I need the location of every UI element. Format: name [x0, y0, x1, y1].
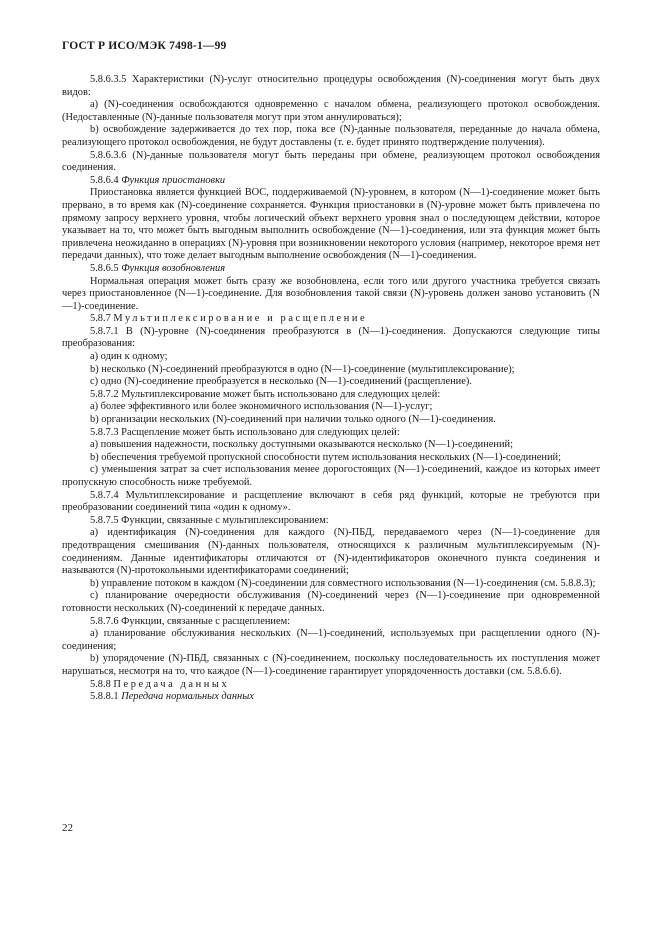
paragraph: c) одно (N)-соединение преобразуется в несколько (N—1)-соединений (расщепление). [90, 376, 472, 388]
section-heading [62, 691, 600, 704]
section-title: Мультиплексирование и расщепление [113, 313, 368, 325]
paragraph: 5.8.7.5 Функции, связанные с мультиплексированием: [90, 514, 329, 526]
section-title: Передача данных [113, 678, 230, 690]
paragraph: 5.8.6.3.6 (N)-данные пользователя могут быть переданы при обмене, реализующем протокол освобождения соединения. [62, 149, 600, 174]
document-body [62, 74, 600, 704]
section-number: 5.8.7 [90, 313, 111, 325]
paragraph: Приостановка является функцией ВОС, поддерживаемой (N)-уровнем, в котором (N—1)-соединение может быть прервано, в то время как (N)-соединение сохраняется. Функция приостановки в (N)-уровне может быть привлечена по прямому запросу верхнего уровня, чтобы логический объект верхнего уровня знал о последующем действии, которое указывает на то, что может быть выгодным выполнить освобождение (N—1)-соединения, или эта функция может быть привлечена неожиданно в операциях (N)-уровня при возникновении некоторого условия (например, некоторое время нет передачи данных), что тоже делает выгодным выполнение освобождения (N—1)-соединения. [62, 187, 600, 262]
section-title: Передача нормальных данных [121, 691, 254, 703]
paragraph: a) более эффективного или более экономичного использования (N—1)-услуг; [90, 401, 433, 413]
section-heading [62, 263, 600, 276]
section-heading [62, 679, 600, 692]
paragraph: 5.8.6.3.5 Характеристики (N)-услуг относительно процедуры освобождения (N)-соединения могут быть двух видов: [62, 74, 600, 98]
section-heading [62, 175, 600, 188]
section-title: Функция приостановки [121, 174, 226, 186]
section-number: 5.8.8 [90, 678, 111, 690]
paragraph: b) несколько (N)-соединений преобразуются в одно (N—1)-соединение (мультиплексирование); [90, 363, 515, 375]
section-number: 5.8.8.1 [90, 691, 119, 703]
paragraph: b) организации нескольких (N)-соединений при наличии только одного (N—1)-соединения. [90, 414, 496, 426]
paragraph: b) обеспечения требуемой пропускной способности путем использования нескольких (N—1)-соединений; [90, 451, 561, 463]
section-number: 5.8.6.5 [90, 262, 119, 274]
page-number: 22 [62, 822, 73, 834]
paragraph: b) управление потоком в каждом (N)-соединении для совместного использования (N—1)-соединения (см. 5.8.8.3); [90, 577, 596, 589]
paragraph: 5.8.7.6 Функции, связанные с расщеплением: [90, 615, 291, 627]
paragraph: 5.8.7.3 Расщепление может быть использовано для следующих целей: [90, 426, 400, 438]
paragraph: a) повышения надежности, поскольку доступными оказываются несколько (N—1)-соединений; [90, 439, 513, 451]
document-header: ГОСТ Р ИСО/МЭК 7498-1—99 [62, 40, 227, 52]
paragraph: a) один к одному; [90, 351, 168, 363]
paragraph: c) планирование очередности обслуживания (N)-соединений через (N—1)-соединение при одновременной готовности нескольких (N)-соединений к передаче данных. [62, 590, 600, 614]
paragraph: Нормальная операция может быть сразу же возобновлена, если того или другого участника требуется связать через приостановленное (N—1)-соединение. Для возобновления такой связи (N)-уровень должен заново установить (N—1)-соединение. [62, 275, 600, 312]
paragraph: 5.8.7.4 Мультиплексирование и расщепление включают в себя ряд функций, которые не требуются при преобразовании соединений типа «один к одному». [62, 489, 600, 514]
paragraph: b) упорядочение (N)-ПБД, связанных с (N)-соединением, поскольку последовательность их поступления может нарушаться, несмотря на то, что каждое (N—1)-соединение гарантирует упорядоченность доставки (см. 5.8.6.6). [62, 653, 600, 677]
section-title: Функция возобновления [121, 262, 226, 274]
paragraph: a) идентификация (N)-соединения для каждого (N)-ПБД, передаваемого через (N—1)-соединение для предотвращения смешивания (N)-данных пользователя, относящихся к различным мультиплексируемым (N)-соединениям. Данные идентификаторы отличаются от (N)-идентификаторов оконечного пункта соединения и называются (N)-протокольными идентификаторами соединений; [62, 527, 600, 577]
paragraph: a) (N)-соединения освобождаются одновременно с началом обмена, реализующего протокол освобождения. (Недоставленные (N)-данные пользователя могут при этом аннулироваться); [62, 99, 600, 123]
paragraph: a) планирование обслуживания нескольких (N—1)-соединений, используемых при расщеплении одного (N)-соединения; [62, 628, 600, 652]
paragraph: 5.8.7.2 Мультиплексирование может быть использовано для следующих целей: [90, 388, 441, 400]
paragraph: c) уменьшения затрат за счет использования менее дорогостоящих (N—1)-соединений, каждое из которых имеет пропускную способность ниже требуемой. [62, 464, 600, 488]
paragraph: b) освобождение задерживается до тех пор, пока все (N)-данные пользователя, переданные до начала обмена, реализующего протокол освобождения, не будут доставлены (т. е. будет принято подтверждение получения). [62, 124, 600, 148]
section-heading [62, 313, 600, 326]
section-number: 5.8.6.4 [90, 174, 119, 186]
paragraph: 5.8.7.1 В (N)-уровне (N)-соединения преобразуются в (N—1)-соединения. Допускаются следующие типы преобразования: [62, 325, 600, 350]
